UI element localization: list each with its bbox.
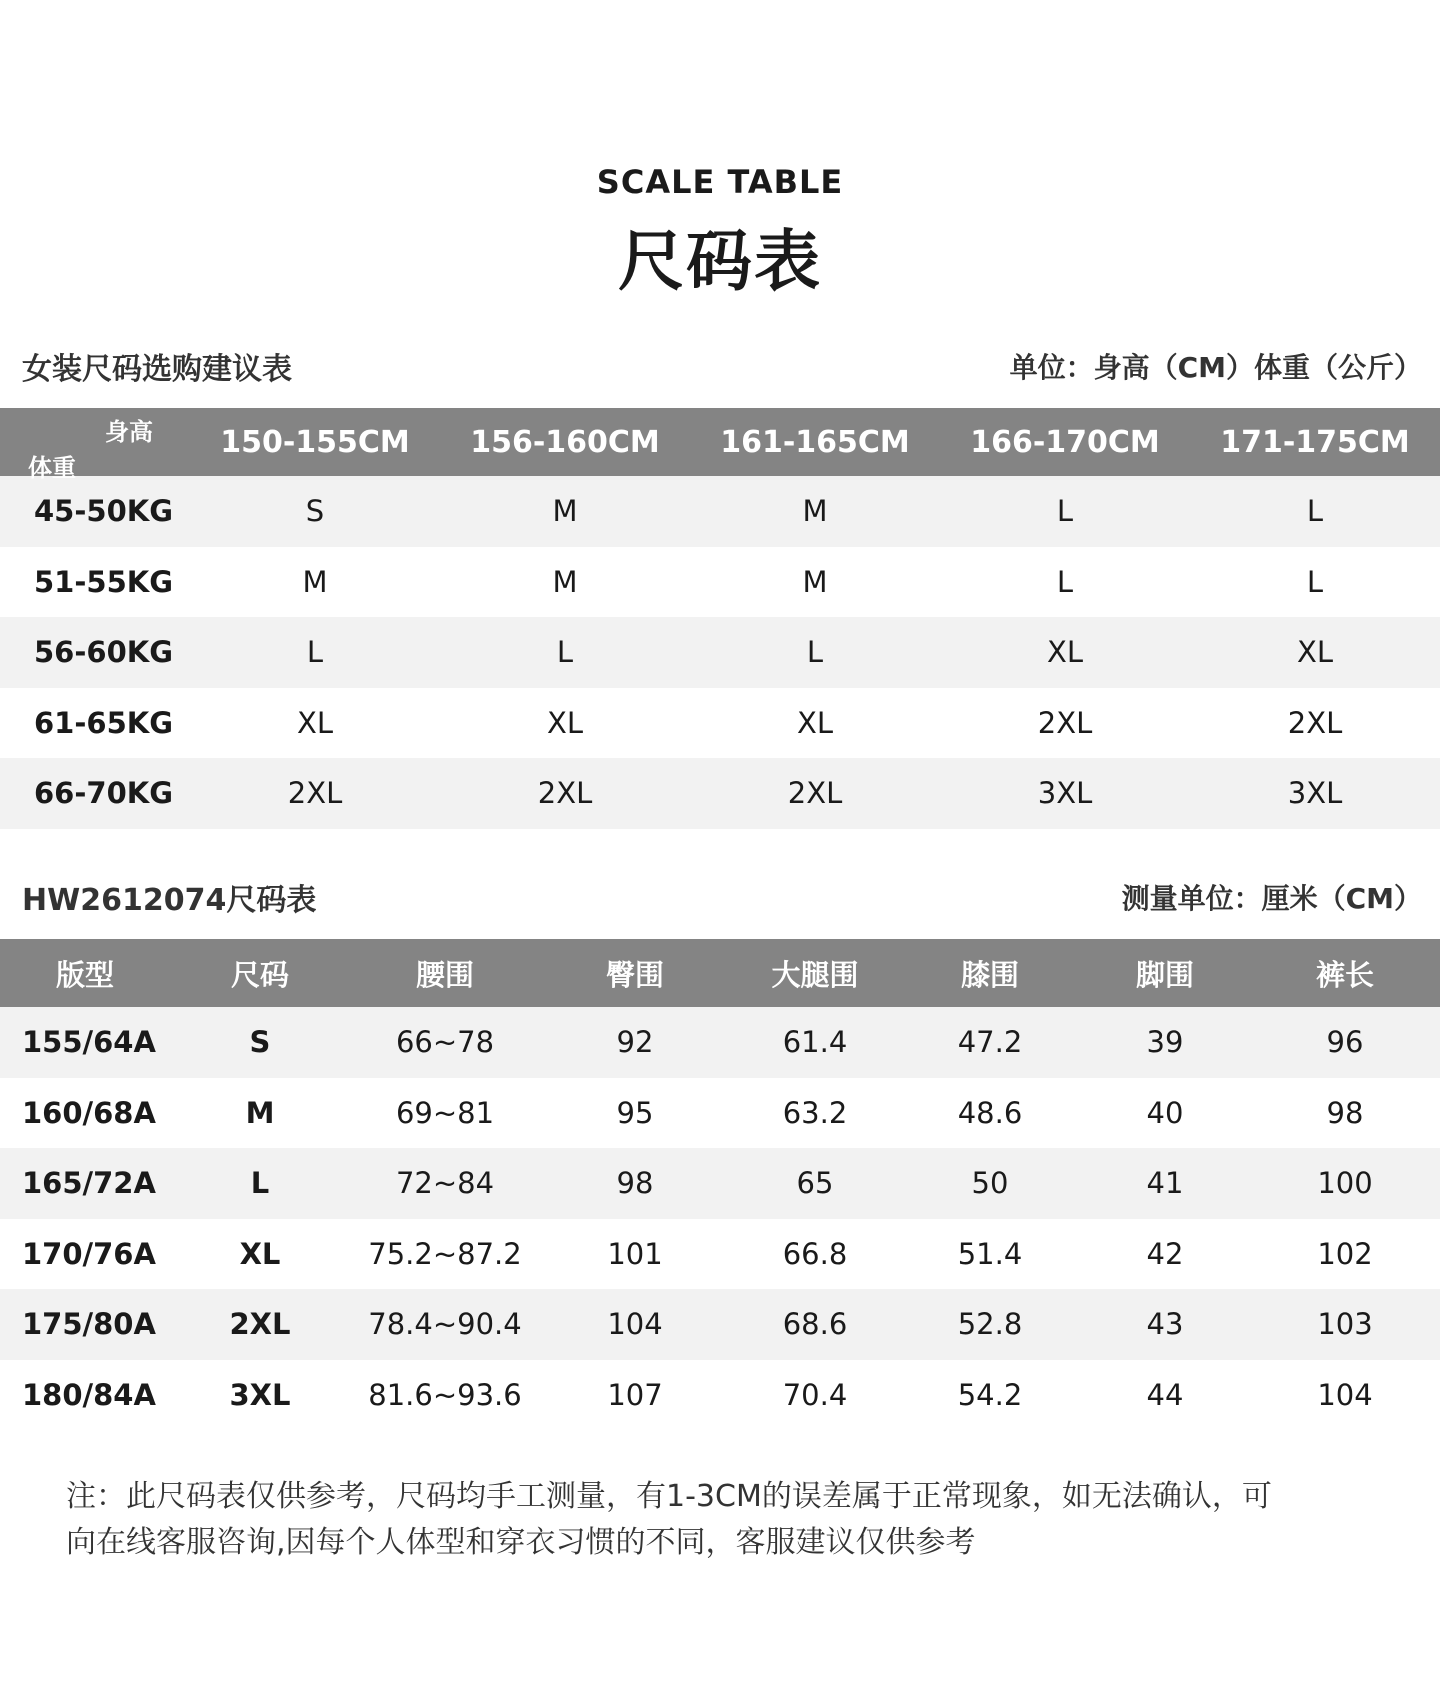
size-cell: M: [690, 547, 940, 618]
measurement-header: [22, 877, 1422, 917]
column-header: 166-170CM: [940, 408, 1190, 476]
waist-cell: 81.6~93.6: [350, 1360, 540, 1431]
measurement-unit: 测量单位：厘米（CM）: [1121, 882, 1422, 915]
column-header: 尺码: [170, 939, 350, 1007]
table-row: [0, 1148, 1440, 1219]
weight-cell: 61-65KG: [0, 688, 190, 759]
table-row: [0, 1078, 1440, 1149]
waist-cell: 75.2~87.2: [350, 1219, 540, 1290]
hem-cell: 40: [1080, 1078, 1250, 1149]
column-header: 150-155CM: [190, 408, 440, 476]
knee-cell: 50: [900, 1148, 1080, 1219]
column-header: 脚围: [1080, 939, 1250, 1007]
note-line: 向在线客服咨询,因每个人体型和穿衣习惯的不同，客服建议仅供参考: [66, 1525, 976, 1560]
fit-cell: 175/80A: [0, 1289, 170, 1360]
weight-cell: 45-50KG: [0, 476, 190, 547]
thigh-cell: 65: [730, 1148, 900, 1219]
size-cell: M: [190, 547, 440, 618]
length-cell: 100: [1250, 1148, 1440, 1219]
knee-cell: 47.2: [900, 1007, 1080, 1078]
column-header: 版型: [0, 939, 170, 1007]
size-cell: L: [940, 476, 1190, 547]
size-cell: 2XL: [440, 758, 690, 829]
column-header: 裤长: [1250, 939, 1440, 1007]
waist-cell: 66~78: [350, 1007, 540, 1078]
corner-cell: [0, 408, 190, 482]
column-header: 臀围: [540, 939, 730, 1007]
knee-cell: 51.4: [900, 1219, 1080, 1290]
length-cell: 104: [1250, 1360, 1440, 1431]
hem-cell: 41: [1080, 1148, 1250, 1219]
length-cell: 102: [1250, 1219, 1440, 1290]
hem-cell: 39: [1080, 1007, 1250, 1078]
weight-cell: 56-60KG: [0, 617, 190, 688]
size-cell: L: [1190, 547, 1440, 618]
hem-cell: 44: [1080, 1360, 1250, 1431]
recommendation-title: 女装尺码选购建议表: [22, 352, 292, 387]
page-title-cn: 尺码表: [618, 223, 822, 300]
size-cell: L: [940, 547, 1190, 618]
hip-cell: 104: [540, 1289, 730, 1360]
size-cell: XL: [440, 688, 690, 759]
thigh-cell: 61.4: [730, 1007, 900, 1078]
waist-cell: 69~81: [350, 1078, 540, 1149]
size-cell: S: [170, 1007, 350, 1078]
size-cell: 2XL: [940, 688, 1190, 759]
size-cell: M: [690, 476, 940, 547]
hip-cell: 92: [540, 1007, 730, 1078]
fit-cell: 165/72A: [0, 1148, 170, 1219]
knee-cell: 52.8: [900, 1289, 1080, 1360]
column-header: 大腿围: [730, 939, 900, 1007]
size-cell: M: [440, 476, 690, 547]
weight-cell: 51-55KG: [0, 547, 190, 618]
size-cell: L: [170, 1148, 350, 1219]
size-cell: L: [1190, 476, 1440, 547]
weight-cell: 66-70KG: [0, 758, 190, 829]
recommendation-unit: 单位：身高（CM）体重（公斤）: [1009, 351, 1422, 384]
size-cell: L: [690, 617, 940, 688]
size-cell: 2XL: [190, 758, 440, 829]
size-cell: 2XL: [1190, 688, 1440, 759]
hip-cell: 95: [540, 1078, 730, 1149]
table-row: [0, 1289, 1440, 1360]
table-row: [0, 476, 1440, 547]
fit-cell: 155/64A: [0, 1007, 170, 1078]
column-header: 膝围: [900, 939, 1080, 1007]
size-cell: 3XL: [940, 758, 1190, 829]
length-cell: 96: [1250, 1007, 1440, 1078]
knee-cell: 54.2: [900, 1360, 1080, 1431]
size-cell: M: [440, 547, 690, 618]
weight-axis-label: 体重: [28, 454, 76, 482]
hem-cell: 42: [1080, 1219, 1250, 1290]
knee-cell: 48.6: [900, 1078, 1080, 1149]
table-row: [0, 688, 1440, 759]
hip-cell: 98: [540, 1148, 730, 1219]
waist-cell: 78.4~90.4: [350, 1289, 540, 1360]
table-row: [0, 1007, 1440, 1078]
disclaimer-note: [66, 1474, 1386, 1566]
size-cell: XL: [690, 688, 940, 759]
column-header: 171-175CM: [1190, 408, 1440, 476]
size-cell: XL: [1190, 617, 1440, 688]
note-line: 注：此尺码表仅供参考，尺码均手工测量，有1-3CM的误差属于正常现象，如无法确认，可: [66, 1479, 1272, 1514]
size-cell: 3XL: [170, 1360, 350, 1431]
size-measurement-table: [0, 939, 1440, 1430]
recommendation-header: [22, 346, 1422, 386]
hip-cell: 107: [540, 1360, 730, 1431]
table-row: [0, 547, 1440, 618]
table-header-row: [0, 408, 1440, 476]
measurement-title: HW2612074尺码表: [22, 883, 317, 918]
size-cell: M: [170, 1078, 350, 1149]
table-row: [0, 758, 1440, 829]
thigh-cell: 70.4: [730, 1360, 900, 1431]
size-cell: XL: [190, 688, 440, 759]
thigh-cell: 63.2: [730, 1078, 900, 1149]
height-axis-label: 身高: [105, 418, 153, 446]
fit-cell: 170/76A: [0, 1219, 170, 1290]
hip-cell: 101: [540, 1219, 730, 1290]
table-row: [0, 617, 1440, 688]
column-header: 腰围: [350, 939, 540, 1007]
size-cell: S: [190, 476, 440, 547]
thigh-cell: 66.8: [730, 1219, 900, 1290]
size-recommendation-table: [0, 408, 1440, 829]
size-cell: L: [190, 617, 440, 688]
length-cell: 103: [1250, 1289, 1440, 1360]
size-cell: XL: [170, 1219, 350, 1290]
waist-cell: 72~84: [350, 1148, 540, 1219]
length-cell: 98: [1250, 1078, 1440, 1149]
column-header: 161-165CM: [690, 408, 940, 476]
size-cell: 3XL: [1190, 758, 1440, 829]
column-header: 156-160CM: [440, 408, 690, 476]
size-cell: 2XL: [170, 1289, 350, 1360]
hem-cell: 43: [1080, 1289, 1250, 1360]
fit-cell: 160/68A: [0, 1078, 170, 1149]
size-cell: L: [440, 617, 690, 688]
table-header-row: [0, 939, 1440, 1007]
size-cell: XL: [940, 617, 1190, 688]
thigh-cell: 68.6: [730, 1289, 900, 1360]
size-cell: 2XL: [690, 758, 940, 829]
fit-cell: 180/84A: [0, 1360, 170, 1431]
page-title-en: SCALE TABLE: [596, 163, 844, 201]
table-row: [0, 1360, 1440, 1431]
table-row: [0, 1219, 1440, 1290]
